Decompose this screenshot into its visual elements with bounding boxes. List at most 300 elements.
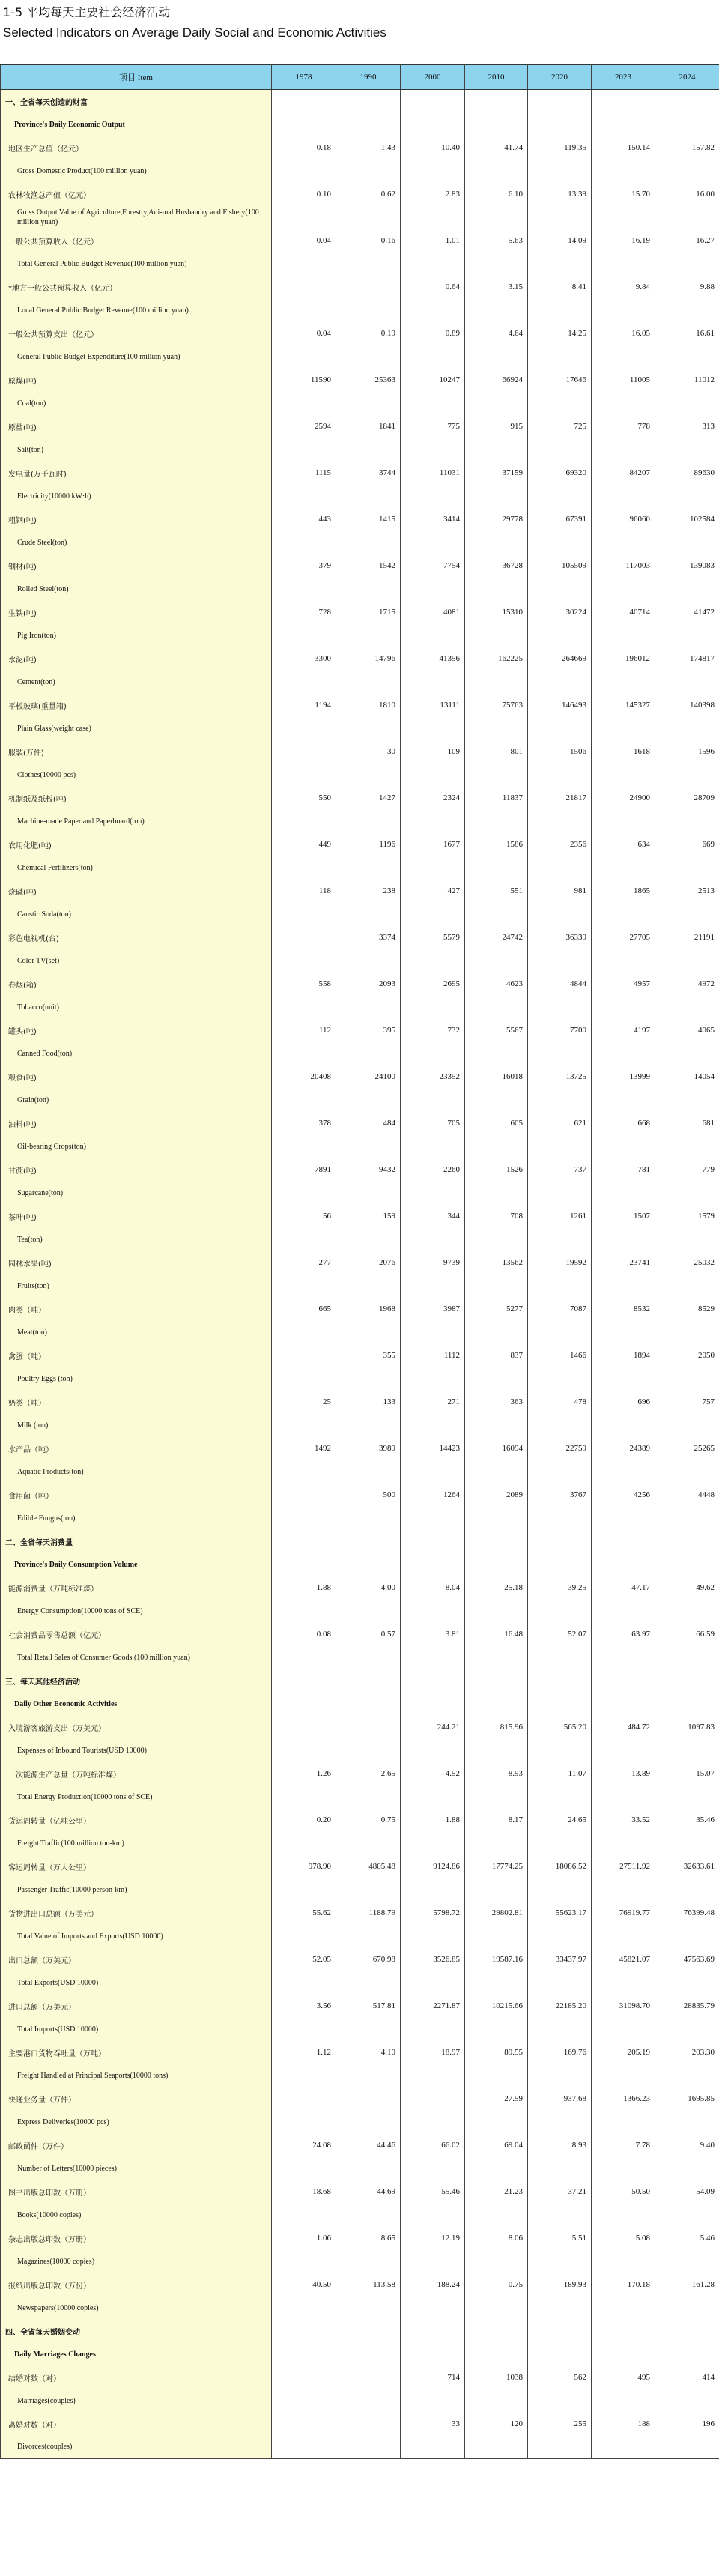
cell-value: 2271.87 <box>401 1995 465 2018</box>
cell-value <box>336 1925 401 1948</box>
cell-value <box>465 717 528 740</box>
cell-value <box>401 1367 465 1391</box>
table-row <box>1 2273 719 2297</box>
cell-value <box>592 1507 655 1530</box>
cell-value <box>401 160 465 183</box>
cell-value: 13562 <box>465 1251 528 1275</box>
cell-value: 13.39 <box>528 183 592 206</box>
cell-value: 443 <box>272 508 336 531</box>
cell-value <box>465 1135 528 1158</box>
cell-value: 41.74 <box>465 136 528 160</box>
cell-value <box>592 113 655 136</box>
cell-value <box>655 1182 719 1205</box>
cell-value: 1196 <box>336 833 401 856</box>
cell-value: 9.40 <box>655 2134 719 2157</box>
table-row <box>1 1042 719 1065</box>
cell-value <box>336 206 401 229</box>
cell-value <box>655 1089 719 1112</box>
cell-value: 22185.20 <box>528 1995 592 2018</box>
cell-value: 3.81 <box>401 1623 465 1646</box>
table-row <box>1 1460 719 1484</box>
cell-value: 47.17 <box>592 1576 655 1600</box>
cell-value: 174817 <box>655 647 719 671</box>
cell-value <box>528 717 592 740</box>
cell-value <box>465 903 528 926</box>
cell-value <box>465 531 528 554</box>
row-label: 农林牧渔总产值（亿元） <box>1 183 272 206</box>
cell-value: 255 <box>528 2413 592 2436</box>
cell-value <box>528 1042 592 1065</box>
row-label: 结婚对数（对） <box>1 2366 272 2389</box>
cell-value: 5567 <box>465 1019 528 1042</box>
row-label: Total Value of Imports and Exports(USD 10000) <box>1 1925 272 1948</box>
cell-value <box>272 2436 336 2459</box>
cell-value: 0.75 <box>336 1809 401 1832</box>
cell-value <box>655 1367 719 1391</box>
cell-value: 1264 <box>401 1484 465 1507</box>
cell-value: 705 <box>401 1112 465 1135</box>
cell-value: 1506 <box>528 740 592 764</box>
cell-value <box>592 1669 655 1693</box>
cell-value <box>465 345 528 369</box>
cell-value <box>336 160 401 183</box>
cell-value: 264669 <box>528 647 592 671</box>
cell-value <box>528 2389 592 2413</box>
row-label: 彩色电视机(台) <box>1 926 272 949</box>
row-label: 客运周转量（万人公里） <box>1 1855 272 1878</box>
cell-value <box>592 2389 655 2413</box>
row-label: Expenses of Inbound Tourists(USD 10000) <box>1 1739 272 1762</box>
cell-value <box>336 2157 401 2180</box>
cell-value: 3744 <box>336 462 401 485</box>
table-row <box>1 531 719 554</box>
cell-value <box>336 2413 401 2436</box>
cell-value <box>336 2064 401 2087</box>
cell-value: 5579 <box>401 926 465 949</box>
table-row <box>1 1716 719 1739</box>
cell-value <box>272 740 336 764</box>
cell-value: 395 <box>336 1019 401 1042</box>
cell-value: 29778 <box>465 508 528 531</box>
cell-value <box>336 2436 401 2459</box>
table-row <box>1 973 719 996</box>
cell-value: 188.24 <box>401 2273 465 2297</box>
row-label: 奶类（吨） <box>1 1391 272 1414</box>
table-row <box>1 1646 719 1669</box>
cell-value <box>592 1786 655 1809</box>
cell-value <box>592 1367 655 1391</box>
cell-value: 52.05 <box>272 1948 336 1971</box>
cell-value <box>272 1739 336 1762</box>
cell-value <box>272 1669 336 1693</box>
cell-value <box>401 392 465 415</box>
table-row <box>1 833 719 856</box>
cell-value <box>528 1228 592 1251</box>
cell-value: 16.27 <box>655 229 719 253</box>
cell-value: 19592 <box>528 1251 592 1275</box>
cell-value <box>336 1716 401 1739</box>
cell-value: 478 <box>528 1391 592 1414</box>
table-row <box>1 1344 719 1367</box>
cell-value <box>336 253 401 276</box>
cell-value: 0.57 <box>336 1623 401 1646</box>
cell-value <box>655 299 719 322</box>
table-row <box>1 2343 719 2366</box>
cell-value <box>272 1460 336 1484</box>
cell-value: 15.07 <box>655 1762 719 1786</box>
cell-value <box>655 345 719 369</box>
row-label: Province's Daily Economic Output <box>1 113 272 136</box>
cell-value: 0.75 <box>465 2273 528 2297</box>
cell-value: 277 <box>272 1251 336 1275</box>
row-label: 原煤(吨) <box>1 369 272 392</box>
cell-value <box>465 1530 528 1553</box>
cell-value <box>592 299 655 322</box>
cell-value <box>465 2297 528 2320</box>
table-row <box>1 1112 719 1135</box>
table-row <box>1 485 719 508</box>
cell-value <box>272 810 336 833</box>
cell-value <box>592 1739 655 1762</box>
cell-value: 24.65 <box>528 1809 592 1832</box>
cell-value: 196012 <box>592 647 655 671</box>
cell-value <box>465 624 528 647</box>
row-label: 二、全省每天消费量 <box>1 1530 272 1553</box>
cell-value <box>528 1646 592 1669</box>
cell-value: 665 <box>272 1298 336 1321</box>
cell-value <box>336 1414 401 1437</box>
table-row <box>1 996 719 1019</box>
cell-value <box>272 949 336 973</box>
cell-value <box>592 2297 655 2320</box>
cell-value <box>336 1669 401 1693</box>
cell-value <box>592 1042 655 1065</box>
cell-value <box>336 2204 401 2227</box>
cell-value: 66.02 <box>401 2134 465 2157</box>
cell-value <box>272 1367 336 1391</box>
cell-value <box>465 810 528 833</box>
cell-value: 344 <box>401 1205 465 1228</box>
row-label: 茶叶(吨) <box>1 1205 272 1228</box>
cell-value <box>401 2389 465 2413</box>
cell-value <box>336 2366 401 2389</box>
cell-value <box>272 1693 336 1716</box>
cell-value <box>272 392 336 415</box>
cell-value: 414 <box>655 2366 719 2389</box>
cell-value: 1.88 <box>401 1809 465 1832</box>
cell-value <box>592 810 655 833</box>
page-header <box>0 0 719 64</box>
table-header-row <box>1 65 719 90</box>
cell-value: 76919.77 <box>592 1902 655 1925</box>
row-label: Clothes(10000 pcs) <box>1 764 272 787</box>
row-label: 主要港口货物吞吐量（万吨） <box>1 2041 272 2064</box>
table-row <box>1 369 719 392</box>
cell-value <box>336 996 401 1019</box>
cell-value <box>336 949 401 973</box>
cell-value <box>272 926 336 949</box>
table-row <box>1 1089 719 1112</box>
cell-value <box>592 2204 655 2227</box>
cell-value <box>336 764 401 787</box>
table-row <box>1 1925 719 1948</box>
cell-value: 1.12 <box>272 2041 336 2064</box>
cell-value <box>401 1693 465 1716</box>
cell-value <box>401 1042 465 1065</box>
cell-value <box>592 1530 655 1553</box>
cell-value <box>528 1530 592 1553</box>
table-row <box>1 2297 719 2320</box>
cell-value: 0.89 <box>401 322 465 345</box>
row-label: 货物进出口总额（万美元） <box>1 1902 272 1925</box>
cell-value <box>592 1646 655 1669</box>
cell-value <box>655 2343 719 2366</box>
cell-value: 55.46 <box>401 2180 465 2204</box>
cell-value: 13725 <box>528 1065 592 1089</box>
table-row <box>1 926 719 949</box>
row-label: 一、全省每天创造的财富 <box>1 90 272 113</box>
cell-value <box>336 531 401 554</box>
cell-value <box>528 1182 592 1205</box>
table-row <box>1 1530 719 1553</box>
cell-value <box>528 392 592 415</box>
cell-value: 33437.97 <box>528 1948 592 1971</box>
cell-value <box>336 578 401 601</box>
cell-value <box>465 1925 528 1948</box>
table-row <box>1 1251 719 1275</box>
cell-value <box>528 2064 592 2087</box>
cell-value: 161.28 <box>655 2273 719 2297</box>
cell-value: 14423 <box>401 1437 465 1460</box>
cell-value: 5.51 <box>528 2227 592 2250</box>
cell-value: 24900 <box>592 787 655 810</box>
cell-value: 11031 <box>401 462 465 485</box>
table-row <box>1 1762 719 1786</box>
cell-value: 4065 <box>655 1019 719 1042</box>
cell-value: 728 <box>272 601 336 624</box>
cell-value <box>528 1971 592 1995</box>
row-label: 邮政函件（万件） <box>1 2134 272 2157</box>
table-row <box>1 1902 719 1925</box>
cell-value <box>272 2018 336 2041</box>
column-header-year: 2020 <box>528 65 592 90</box>
cell-value: 84207 <box>592 462 655 485</box>
cell-value <box>655 903 719 926</box>
cell-value <box>655 2389 719 2413</box>
table-row <box>1 1576 719 1600</box>
table-row <box>1 880 719 903</box>
row-label: 平板玻璃(重量箱) <box>1 694 272 717</box>
table-row <box>1 2413 719 2436</box>
cell-value: 3.56 <box>272 1995 336 2018</box>
row-label: 服装(万件) <box>1 740 272 764</box>
cell-value <box>272 1646 336 1669</box>
cell-value <box>655 1925 719 1948</box>
cell-value <box>336 1321 401 1344</box>
cell-value <box>528 485 592 508</box>
cell-value <box>655 2064 719 2087</box>
cell-value: 52.07 <box>528 1623 592 1646</box>
cell-value: 2.65 <box>336 1762 401 1786</box>
cell-value <box>528 1832 592 1855</box>
row-label: 货运周转量（亿吨公里） <box>1 1809 272 1832</box>
cell-value: 28709 <box>655 787 719 810</box>
cell-value: 4197 <box>592 1019 655 1042</box>
cell-value <box>655 90 719 113</box>
cell-value: 551 <box>465 880 528 903</box>
cell-value <box>272 1971 336 1995</box>
cell-value <box>465 2204 528 2227</box>
row-label: Newspapers(10000 copies) <box>1 2297 272 2320</box>
page-title-cn: 1-5 平均每天主要社会经济活动 <box>3 5 171 19</box>
cell-value: 937.68 <box>528 2087 592 2111</box>
cell-value <box>528 764 592 787</box>
cell-value: 2050 <box>655 1344 719 1367</box>
cell-value <box>528 1507 592 1530</box>
cell-value <box>401 949 465 973</box>
cell-value: 119.35 <box>528 136 592 160</box>
cell-value: 33 <box>401 2413 465 2436</box>
cell-value: 815.96 <box>465 1716 528 1739</box>
cell-value <box>655 438 719 462</box>
cell-value: 0.62 <box>336 183 401 206</box>
cell-value <box>655 717 719 740</box>
table-row <box>1 1878 719 1902</box>
cell-value <box>592 1182 655 1205</box>
row-label: 杂志出版总印数（万册） <box>1 2227 272 2250</box>
row-label: 卷烟(箱) <box>1 973 272 996</box>
cell-value <box>336 1646 401 1669</box>
row-label: 粗钢(吨) <box>1 508 272 531</box>
cell-value <box>465 949 528 973</box>
cell-value: 4805.48 <box>336 1855 401 1878</box>
cell-value <box>272 2250 336 2273</box>
cell-value: 668 <box>592 1112 655 1135</box>
cell-value <box>272 531 336 554</box>
cell-value <box>401 253 465 276</box>
cell-value <box>401 856 465 880</box>
table-row <box>1 647 719 671</box>
cell-value <box>401 578 465 601</box>
cell-value <box>592 90 655 113</box>
cell-value <box>401 2250 465 2273</box>
cell-value <box>528 253 592 276</box>
row-label: *地方一般公共预算收入（亿元） <box>1 276 272 299</box>
cell-value: 56 <box>272 1205 336 1228</box>
cell-value: 13.89 <box>592 1762 655 1786</box>
cell-value: 23741 <box>592 1251 655 1275</box>
cell-value <box>528 1739 592 1762</box>
cell-value: 11012 <box>655 369 719 392</box>
cell-value <box>401 2157 465 2180</box>
cell-value <box>528 1460 592 1484</box>
cell-value: 0.04 <box>272 322 336 345</box>
cell-value: 1618 <box>592 740 655 764</box>
cell-value: 558 <box>272 973 336 996</box>
cell-value <box>465 1878 528 1902</box>
cell-value: 363 <box>465 1391 528 1414</box>
cell-value <box>401 996 465 1019</box>
cell-value <box>465 485 528 508</box>
cell-value <box>272 1832 336 1855</box>
cell-value: 4256 <box>592 1484 655 1507</box>
row-label: Magazines(10000 copies) <box>1 2250 272 2273</box>
cell-value <box>592 2436 655 2459</box>
cell-value <box>592 438 655 462</box>
cell-value <box>401 1135 465 1158</box>
cell-value <box>401 1228 465 1251</box>
table-row <box>1 1135 719 1158</box>
row-label: Tobacco(unit) <box>1 996 272 1019</box>
cell-value: 1038 <box>465 2366 528 2389</box>
cell-value: 14.25 <box>528 322 592 345</box>
cell-value <box>401 2018 465 2041</box>
cell-value <box>528 206 592 229</box>
cell-value <box>655 1878 719 1902</box>
cell-value <box>465 2343 528 2366</box>
table-row <box>1 253 719 276</box>
column-header-year: 2010 <box>465 65 528 90</box>
cell-value: 29802.81 <box>465 1902 528 1925</box>
cell-value <box>336 1367 401 1391</box>
cell-value: 484.72 <box>592 1716 655 1739</box>
cell-value <box>272 578 336 601</box>
cell-value: 8.17 <box>465 1809 528 1832</box>
cell-value <box>401 2064 465 2087</box>
table-row <box>1 2389 719 2413</box>
cell-value <box>592 531 655 554</box>
cell-value: 21817 <box>528 787 592 810</box>
cell-value <box>528 1367 592 1391</box>
cell-value <box>336 1693 401 1716</box>
row-label: Total Energy Production(10000 tons of SCE) <box>1 1786 272 1809</box>
cell-value <box>528 2204 592 2227</box>
cell-value: 427 <box>401 880 465 903</box>
cell-value <box>401 299 465 322</box>
cell-value: 69320 <box>528 462 592 485</box>
row-label: Aquatic Products(ton) <box>1 1460 272 1484</box>
cell-value: 5798.72 <box>401 1902 465 1925</box>
cell-value: 978.90 <box>272 1855 336 1878</box>
row-label: 园林水果(吨) <box>1 1251 272 1275</box>
table-row <box>1 462 719 485</box>
cell-value <box>272 2064 336 2087</box>
cell-value: 781 <box>592 1158 655 1182</box>
cell-value: 517.81 <box>336 1995 401 2018</box>
cell-value: 21.23 <box>465 2180 528 2204</box>
table-row <box>1 1786 719 1809</box>
cell-value: 7.78 <box>592 2134 655 2157</box>
cell-value <box>272 2297 336 2320</box>
cell-value <box>272 1089 336 1112</box>
row-label: 地区生产总值（亿元） <box>1 136 272 160</box>
cell-value: 109 <box>401 740 465 764</box>
cell-value <box>465 113 528 136</box>
table-row <box>1 554 719 578</box>
cell-value <box>465 2157 528 2180</box>
row-label: Total General Public Budget Revenue(100 million yuan) <box>1 253 272 276</box>
table-row <box>1 717 719 740</box>
column-header-year: 1990 <box>336 65 401 90</box>
cell-value <box>655 1646 719 1669</box>
cell-value: 271 <box>401 1391 465 1414</box>
cell-value <box>465 2250 528 2273</box>
cell-value: 3987 <box>401 1298 465 1321</box>
cell-value <box>592 949 655 973</box>
cell-value: 2089 <box>465 1484 528 1507</box>
cell-value <box>528 113 592 136</box>
cell-value <box>272 2343 336 2366</box>
